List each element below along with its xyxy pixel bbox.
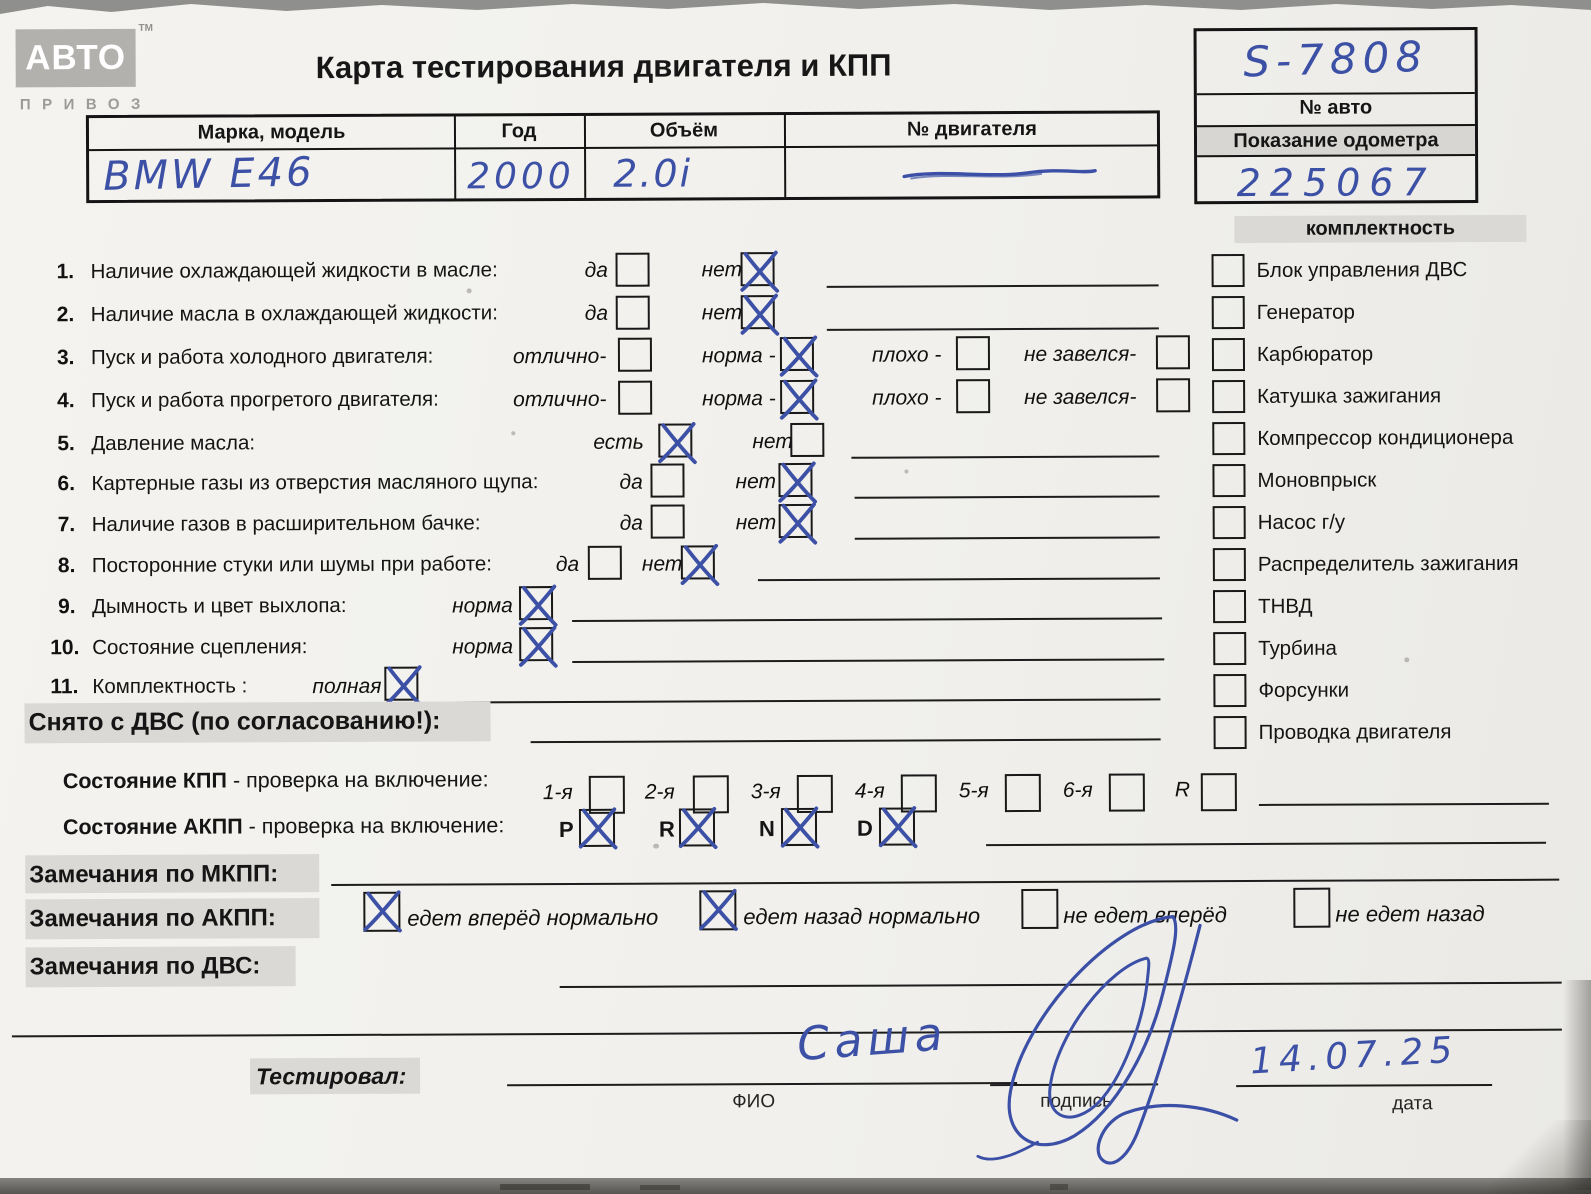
option-label-polnaya: полная [312,674,382,699]
auto-number-label: № авто [1299,96,1373,119]
gearbox-label-bold: Состояние КПП [62,768,227,794]
test-number: 7. [57,513,76,537]
equipment-item-label: Блок управления ДВС [1256,258,1468,282]
x-mark-icon [777,803,822,850]
test-number: 3. [56,346,75,370]
x-mark-icon [515,622,560,669]
test3-norma-checkbox[interactable] [780,337,814,371]
dvs-remarks-label: Замечания по ДВС: [29,952,261,981]
gear-label: 6-я [1062,778,1093,802]
mode-label-n: N [758,816,775,842]
write-in-line [531,738,1161,743]
gear-5-checkbox[interactable] [1005,774,1041,812]
option-label-otlichno: отлично- [513,387,607,412]
mode-label-p: P [558,816,574,843]
write-in-line [827,327,1159,330]
test-number: 9. [57,595,76,619]
equipment-item-label: ТНВД [1257,594,1313,618]
x-mark-icon [776,332,821,379]
mode-d-checkbox[interactable] [879,807,915,845]
test6-da-checkbox[interactable] [650,463,684,497]
automatic-label-bold: Состояние АКПП [62,814,243,840]
engine-number-dash [899,162,1099,187]
gear-label: 1-я [542,780,573,805]
gear-label: 5-я [958,779,989,803]
x-mark-icon [575,804,620,851]
reference-box [1194,27,1479,204]
header-engine-number: № двигателя [906,117,1037,141]
option-label-da: да [584,258,608,282]
gear-6-checkbox[interactable] [1109,773,1145,811]
test-number: 10. [50,636,80,660]
logo-tm-mark: ТМ [138,22,153,34]
test-label: Наличие газов в расширительном бачке: [91,511,481,537]
equipment-carburetor-checkbox[interactable] [1212,338,1245,371]
tester-name-handwriting: Саша [795,1006,950,1072]
akpp-forward-ok-checkbox[interactable] [363,892,400,932]
write-in-line [572,617,1162,622]
akpp-option-label: едет назад нормально [743,903,981,930]
removed-section-label: Снято с ДВС (по согласованию!): [28,706,441,737]
equipment-ecu-checkbox[interactable] [1212,254,1245,287]
test4-otlichno-checkbox[interactable] [618,381,652,415]
equipment-ignition-coil-checkbox[interactable] [1212,380,1245,413]
equipment-title: комплектность [1305,217,1456,240]
write-in-line [1259,803,1549,806]
equipment-ac-compressor-checkbox[interactable] [1212,422,1245,455]
test4-plokho-checkbox[interactable] [956,379,990,413]
x-mark-icon [677,540,722,587]
automatic-label-rest: - проверка на включение: [242,813,505,839]
test2-da-checkbox[interactable] [616,296,650,330]
akpp-option-label: не едет назад [1335,900,1485,927]
test-label: Картерные газы из отверстия масляного щупа: [91,470,539,496]
option-label-net: нет [701,301,743,325]
write-in-line [855,495,1160,498]
gear-label: 2-я [644,780,675,804]
x-mark-icon [359,887,404,934]
test-label: Пуск и работа холодного двигателя: [90,344,434,370]
tested-by-label: Тестировал: [256,1062,407,1090]
equipment-item-label: Генератор [1256,300,1355,324]
akpp-remarks-label: Замечания по АКПП: [29,904,276,933]
option-label-plokho: плохо - [871,343,942,367]
test-number: 4. [57,389,75,413]
gearbox-label-rest: - проверка на включение: [226,767,489,793]
equipment-ps-pump-checkbox[interactable] [1213,506,1246,539]
scan-speck [653,844,659,849]
akpp-option-label: едет вперёд нормально [407,904,659,931]
mode-p-checkbox[interactable] [579,809,615,847]
option-label-da: да [619,511,644,535]
test5-net-checkbox[interactable] [790,423,824,457]
x-mark-icon [875,802,920,849]
write-in-line [827,284,1159,287]
test7-net-checkbox[interactable] [779,504,813,538]
equipment-item-label: Насос г/у [1257,510,1346,534]
equipment-tnvd-checkbox[interactable] [1213,590,1246,623]
scan-speck [904,470,908,474]
scan-bottom-edge [0,1178,1591,1194]
test3-plokho-checkbox[interactable] [956,336,990,370]
equipment-item-label: Катушка зажигания [1257,384,1442,408]
scan-corner-shadow [1461,1120,1591,1194]
option-label-da: да [584,301,609,325]
header-make-model: Марка, модель [197,120,346,144]
test-label: Наличие охлаждающей жидкости в масле: [90,258,498,284]
name-caption: ФИО [732,1091,776,1113]
vehicle-table [86,110,1160,203]
x-mark-icon [776,375,821,422]
test11-polnaya-checkbox[interactable] [384,667,418,701]
write-in-line [572,658,1164,663]
mkpp-remarks-label: Замечания по МКПП: [29,860,279,889]
scan-speck [511,431,515,435]
gear-label: R [1174,778,1191,802]
akpp-no-reverse-checkbox[interactable] [1293,888,1330,928]
scan-speck [1404,657,1409,662]
write-in-line [452,698,1160,703]
equipment-turbine-checkbox[interactable] [1213,632,1246,665]
test4-ne-zavelsya-checkbox[interactable] [1156,378,1190,412]
logo-subtitle: ПРИВОЗ [19,95,152,114]
test10-norma-checkbox[interactable] [519,627,553,661]
akpp-reverse-ok-checkbox[interactable] [699,890,736,930]
mode-label-r: R [658,816,675,842]
equipment-item-label: Моновпрыск [1257,468,1377,492]
date-line [1236,1084,1492,1087]
gear-label: 4-я [854,779,885,803]
test6-net-checkbox[interactable] [778,463,812,497]
test8-net-checkbox[interactable] [681,545,715,579]
equipment-injectors-checkbox[interactable] [1213,674,1246,707]
scan-edge-mark [1050,1184,1068,1190]
test4-norma-checkbox[interactable] [780,380,814,414]
mode-label-d: D [856,815,873,841]
scan-edge-mark [640,1185,680,1190]
option-label-da: да [619,470,643,494]
x-mark-icon [654,418,699,465]
option-label-otlichno: отлично- [512,344,607,369]
test-number: 5. [57,432,75,456]
akpp-option-label: не едет вперёд [1063,902,1227,928]
test-label: Состояние сцепления: [92,635,308,660]
option-label-net: нет [701,258,743,282]
option-label-net: нет [641,552,683,576]
write-in-line [331,879,1559,886]
divider [1197,92,1475,95]
avtoprivoz-logo: АВТО [16,29,136,88]
test-number: 2. [56,303,75,327]
make-model-value: BMW E46 [102,149,316,200]
handwritten-signature [938,882,1275,1194]
write-in-line [758,577,1160,581]
equipment-item-label: Компрессор кондиционера [1257,425,1514,450]
year-value: 2000 [467,155,575,198]
equipment-item-label: Карбюратор [1256,342,1374,366]
volume-value: 2.0i [613,151,693,196]
test-label: Наличие масла в охлаждающей жидкости: [90,301,498,327]
x-mark-icon [775,499,820,546]
gear-r-checkbox[interactable] [1201,773,1237,811]
mode-n-checkbox[interactable] [781,808,817,846]
test-number: 6. [57,472,76,496]
equipment-item-label: Форсунки [1258,678,1350,702]
equipment-monoinjection-checkbox[interactable] [1212,464,1245,497]
option-label-net: нет [752,430,793,454]
option-label-est: есть [593,430,644,454]
test7-da-checkbox[interactable] [651,504,685,538]
scan-speck [467,288,472,293]
test8-da-checkbox[interactable] [588,546,622,580]
mode-r-checkbox[interactable] [679,808,715,846]
x-mark-icon [695,885,740,932]
scan-edge-mark [500,1184,590,1190]
option-label-norma: норма [451,594,513,618]
name-signature-line [507,1082,1017,1086]
odometer-label: Показание одометра [1233,129,1439,153]
automatic-row-label [63,813,504,840]
test-label: Посторонние стуки или шумы при работе: [91,552,493,578]
gearbox-row-label [63,767,489,794]
write-in-line [855,536,1160,539]
date-handwriting: 14.07.25 [1249,1029,1460,1083]
test3-otlichno-checkbox[interactable] [618,338,652,372]
test-number: 11. [50,675,79,699]
equipment-distributor-checkbox[interactable] [1213,548,1246,581]
test-number: 8. [57,554,76,578]
equipment-item-label: Проводка двигателя [1258,720,1452,744]
signature-caption: подпись [1040,1090,1113,1112]
equipment-item-label: Распределитель зажигания [1257,551,1519,576]
option-label-norma: норма [452,635,514,659]
header-volume: Объём [649,119,719,142]
option-label-plokho: плохо - [872,386,942,410]
write-in-line [851,455,1159,458]
page-title: Карта тестирования двигателя и КПП [315,47,892,86]
option-label-ne-zavelsya: не завелся- [1024,385,1137,410]
test2-net-checkbox[interactable] [741,295,775,329]
option-label-norma: норма - [702,387,776,411]
test5-est-checkbox[interactable] [658,423,692,457]
auto-number-value: S-7808 [1242,31,1429,87]
option-label-norma: норма - [701,344,776,368]
x-mark-icon [736,247,781,294]
option-label-da: да [555,552,580,577]
test-number: 1. [56,260,75,284]
test-label: Комплектность : [92,674,248,699]
option-label-net: нет [735,511,777,535]
test9-norma-checkbox[interactable] [519,586,553,620]
option-label-net: нет [735,470,777,494]
equipment-generator-checkbox[interactable] [1212,296,1245,329]
test-label: Дымность и цвет выхлопа: [91,593,347,619]
test1-da-checkbox[interactable] [615,253,649,287]
test-label: Пуск и работа прогретого двигателя: [91,387,439,413]
equipment-item-label: Турбина [1258,636,1337,660]
header-year: Год [501,120,537,143]
test-label: Давление масла: [91,431,256,456]
test1-net-checkbox[interactable] [740,252,774,286]
write-in-line [986,842,1546,846]
option-label-ne-zavelsya: не завелся- [1023,342,1137,367]
gear-label: 3-я [750,780,781,804]
test3-ne-zavelsya-checkbox[interactable] [1156,335,1190,369]
x-mark-icon [675,803,720,850]
x-mark-icon [737,290,782,337]
equipment-wiring-checkbox[interactable] [1214,716,1247,749]
date-caption: дата [1392,1093,1433,1115]
odometer-value: 225067 [1236,160,1436,206]
